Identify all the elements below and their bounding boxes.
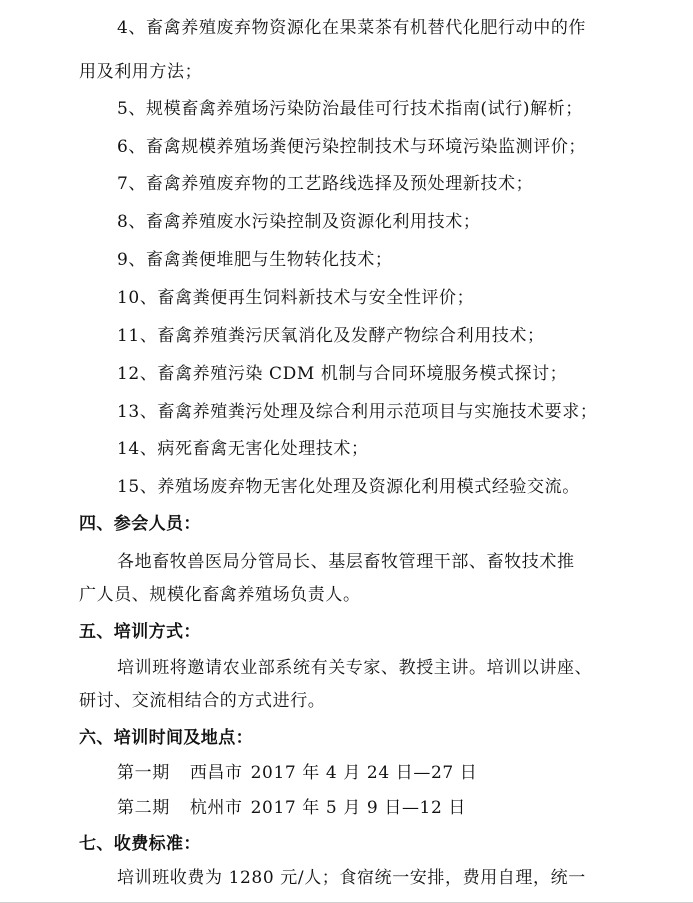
session-2-period: 第二期 [117,798,170,818]
item-13: 13、畜禽养殖粪污处理及综合利用示范项目与实施技术要求； [117,402,598,422]
item-8: 8、畜禽养殖废水污染控制及资源化利用技术； [117,212,481,232]
item-4-continued: 用及利用方法； [79,62,203,82]
participants-heading: 四、参会人员： [79,514,201,534]
schedule-session-2 [117,797,466,819]
method-text-line1: 培训班将邀请农业部系统有关专家、教授主讲。培训以讲座、 [117,658,593,678]
schedule-heading: 六、培训时间及地点： [79,728,253,748]
method-text-line2: 研讨、交流相结合的方式进行。 [79,691,326,711]
item-6: 6、畜禽规模养殖场粪便污染控制技术与环境污染监测评价； [117,137,587,157]
item-7: 7、畜禽养殖废弃物的工艺路线选择及预处理新技术； [117,174,534,194]
method-heading: 五、培训方式： [79,622,201,642]
item-12: 12、畜禽养殖污染 CDM 机制与合同环境服务模式探讨； [117,364,568,384]
item-4: 4、畜禽养殖废弃物资源化在果菜茶有机替代化肥行动中的作 [117,18,587,38]
participants-text-line1: 各地畜牧兽医局分管局长、基层畜牧管理干部、畜牧技术推 [117,552,575,572]
item-10: 10、畜禽粪便再生饲料新技术与安全性评价； [117,288,475,308]
item-15: 15、养殖场废弃物无害化处理及资源化利用模式经验交流。 [117,477,580,497]
session-1-city: 西昌市 [189,763,243,783]
item-11: 11、畜禽养殖粪污厌氧消化及发酵产物综合利用技术； [117,326,545,346]
item-5: 5、规模畜禽养殖场污染防治最佳可行技术指南(试行)解析； [117,99,583,119]
session-2-city: 杭州市 [189,798,243,818]
session-2-date: 2017 年 5 月 9 日—12 日 [250,798,466,818]
item-9: 9、畜禽粪便堆肥与生物转化技术； [117,250,393,270]
participants-text-line2: 广人员、规模化畜禽养殖场负责人。 [79,585,361,605]
session-1-period: 第一期 [117,763,170,783]
item-14: 14、病死畜禽无害化处理技术； [117,439,369,459]
fees-text-line1: 培训班收费为 1280 元/人；食宿统一安排，费用自理，统一 [117,868,586,888]
fees-heading: 七、收费标准： [79,834,201,854]
session-1-date: 2017 年 4 月 24 日—27 日 [250,763,478,783]
schedule-session-1 [117,762,477,784]
